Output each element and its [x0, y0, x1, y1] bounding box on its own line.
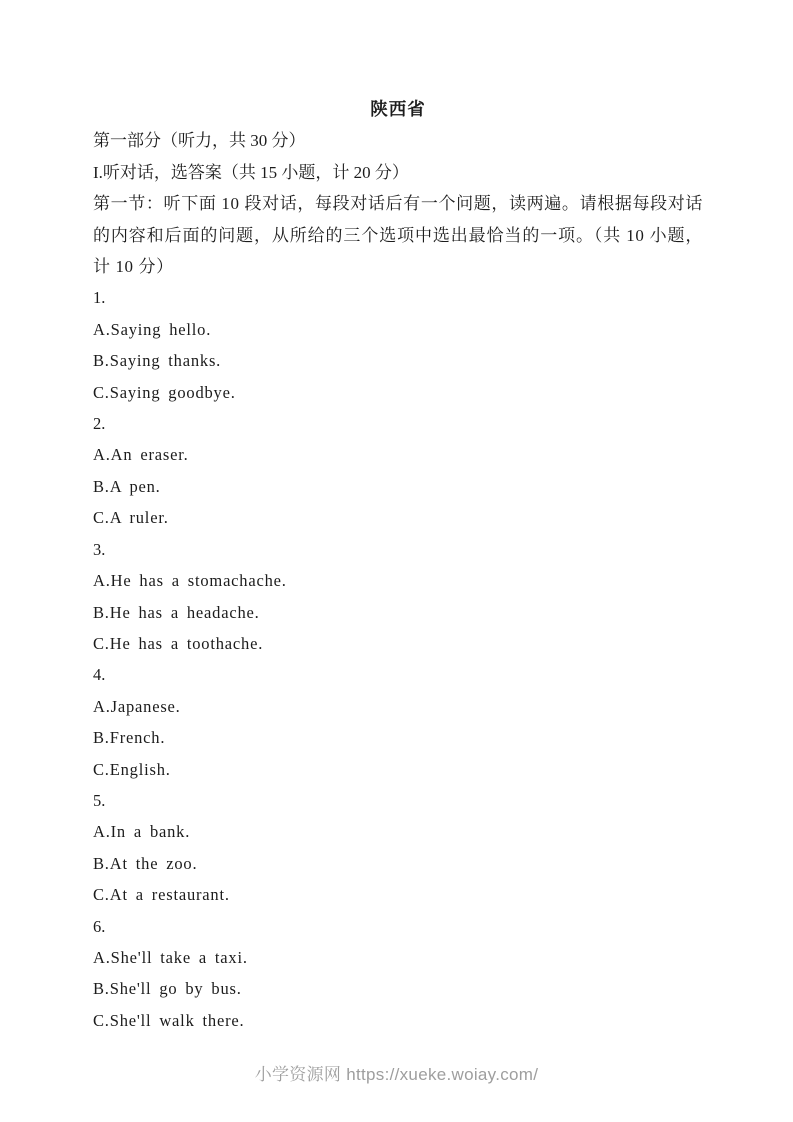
question-5-option-c: C.At a restaurant.	[93, 885, 230, 905]
question-2-option-b: B.A pen.	[93, 476, 161, 496]
section-instructions: 第一节：听下面 10 段对话，每段对话后有一个问题，读两遍。请根据每段对话的内容和后面的问题，从所给的三个选项中选出最恰当的一项。（共 10 小题，计 10 分）	[93, 194, 703, 277]
question-number: 3.	[93, 539, 106, 559]
question-4	[93, 659, 703, 785]
question-2-option-c: C.A ruler.	[93, 508, 169, 528]
question-1	[93, 282, 703, 408]
question-1-option-b: B.Saying thanks.	[93, 351, 222, 371]
question-2-option-a: A.An eraser.	[93, 445, 189, 465]
page-title: 陕西省	[370, 99, 426, 119]
question-number: 2.	[93, 414, 106, 434]
question-5	[93, 785, 703, 911]
question-3-option-b: B.He has a headache.	[93, 602, 260, 622]
question-number: 5.	[93, 790, 106, 810]
question-5-option-b: B.At the zoo.	[93, 853, 198, 873]
question-6	[93, 911, 703, 1037]
section-one-heading: I.听对话，选答案（共 15 小题，计 20 分）	[93, 162, 409, 182]
document-body	[93, 94, 703, 1036]
question-3	[93, 534, 703, 660]
question-2	[93, 408, 703, 534]
question-number: 1.	[93, 288, 106, 308]
question-4-option-c: C.English.	[93, 759, 171, 779]
question-5-option-a: A.In a bank.	[93, 822, 191, 842]
question-4-option-a: A.Japanese.	[93, 696, 181, 716]
question-6-option-b: B.She'll go by bus.	[93, 979, 242, 999]
question-3-option-c: C.He has a toothache.	[93, 633, 264, 653]
question-3-option-a: A.He has a stomachache.	[93, 571, 287, 591]
question-number: 4.	[93, 665, 106, 685]
part-one-heading: 第一部分（听力，共 30 分）	[93, 131, 306, 151]
question-number: 6.	[93, 916, 106, 936]
question-4-option-b: B.French.	[93, 728, 166, 748]
question-6-option-a: A.She'll take a taxi.	[93, 947, 248, 967]
site-watermark: 小学资源网 https://xueke.woiay.com/	[254, 1065, 539, 1084]
question-6-option-c: C.She'll walk there.	[93, 1010, 245, 1030]
question-1-option-a: A.Saying hello.	[93, 319, 212, 339]
question-1-option-c: C.Saying goodbye.	[93, 382, 236, 402]
